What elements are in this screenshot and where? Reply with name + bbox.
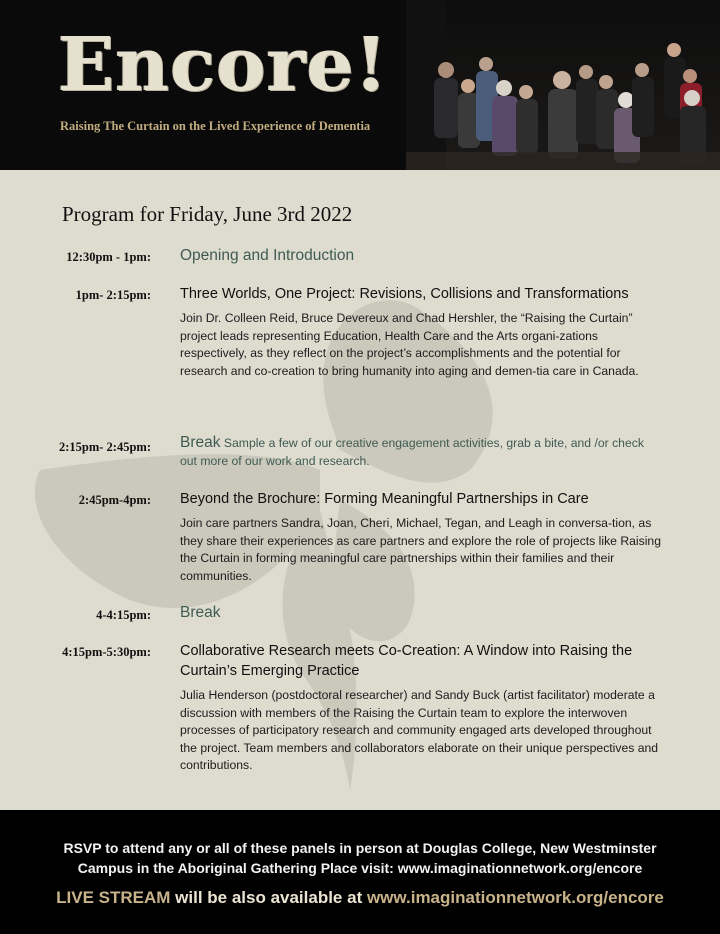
rsvp-line: RSVP to attend any or all of these panels in person at Douglas College, New Westminster [63, 840, 657, 856]
session-opening [180, 246, 664, 266]
session-description: Join Dr. Colleen Reid, Bruce Devereux and Chad Hershler, the “Raising the Curtain” project leads representing Education, Health Care and the Arts organi-zations respectively, as they reflect on the project’s accomplishments and the potential for research and co-creation to bring humanity into aging and demen-tia care in Canada. [180, 311, 639, 378]
session-title: Three Worlds, One Project: Revisions, Collisions and Transformations [180, 286, 629, 302]
session-title: Opening and Introduction [180, 247, 355, 264]
session-description: Julia Henderson (postdoctoral researcher) and Sandy Buck (artist facilitator) moderate a discussion with members of the Raising the Curtain team to explore the interwoven processes of participatory research and community engaged arts developed throughout the project. Team members and collaborators elaborate on their unique perspectives and contributions. [180, 688, 659, 772]
session-time: 4-4:15pm: [96, 608, 151, 622]
session-time: 4:15pm-5:30pm: [62, 645, 151, 659]
session-title: Beyond the Brochure: Forming Meaningful Partnerships in Care [180, 491, 589, 507]
live-stream-line [0, 888, 720, 908]
rsvp-text [0, 838, 720, 878]
rsvp-line[interactable]: Campus in the Aboriginal Gathering Place visit: www.imaginationnetwork.org/encore [77, 860, 643, 876]
header-banner [0, 0, 720, 170]
session-three-worlds [180, 284, 664, 380]
cast-photo [406, 0, 720, 170]
session-time: 12:30pm - 1pm: [66, 250, 151, 264]
session-collaborative-research [180, 641, 664, 775]
session-break [180, 434, 664, 470]
program-heading: Program for Friday, June 3rd 2022 [62, 202, 353, 226]
footer-banner [0, 810, 720, 934]
live-stream-link[interactable]: www.imaginationnetwork.org/encore [366, 888, 664, 907]
session-beyond-brochure [180, 489, 664, 585]
live-stream-text: will be also available at [170, 888, 367, 907]
session-description: Join care partners Sandra, Joan, Cheri, Michael, Tegan, and Leagh in conversa-tion, as they share their experiences as care partners and explore the role of projects like Raising the Curtain in forming meaningful care partnerships within their families and their communities. [180, 516, 661, 583]
session-title: Break [180, 434, 221, 451]
session-break [180, 603, 664, 623]
session-time: 2:15pm- 2:45pm: [58, 440, 151, 454]
event-subtitle: Raising The Curtain on the Lived Experience of Dementia [60, 119, 371, 133]
live-stream-label: LIVE STREAM [56, 888, 171, 907]
session-title: Break [180, 604, 221, 621]
session-time: 1pm- 2:15pm: [75, 288, 151, 302]
session-title: Collaborative Research meets Co-Creation: A Window into Raising the Curtain’s Emerging Practice [180, 643, 633, 679]
session-time: 2:45pm-4pm: [78, 493, 151, 507]
session-description: Sample a few of our creative engagement activities, grab a bite, and /or check out more of our work and research. [180, 436, 644, 468]
program-panel [0, 170, 720, 810]
event-title: Encore! [58, 22, 389, 108]
